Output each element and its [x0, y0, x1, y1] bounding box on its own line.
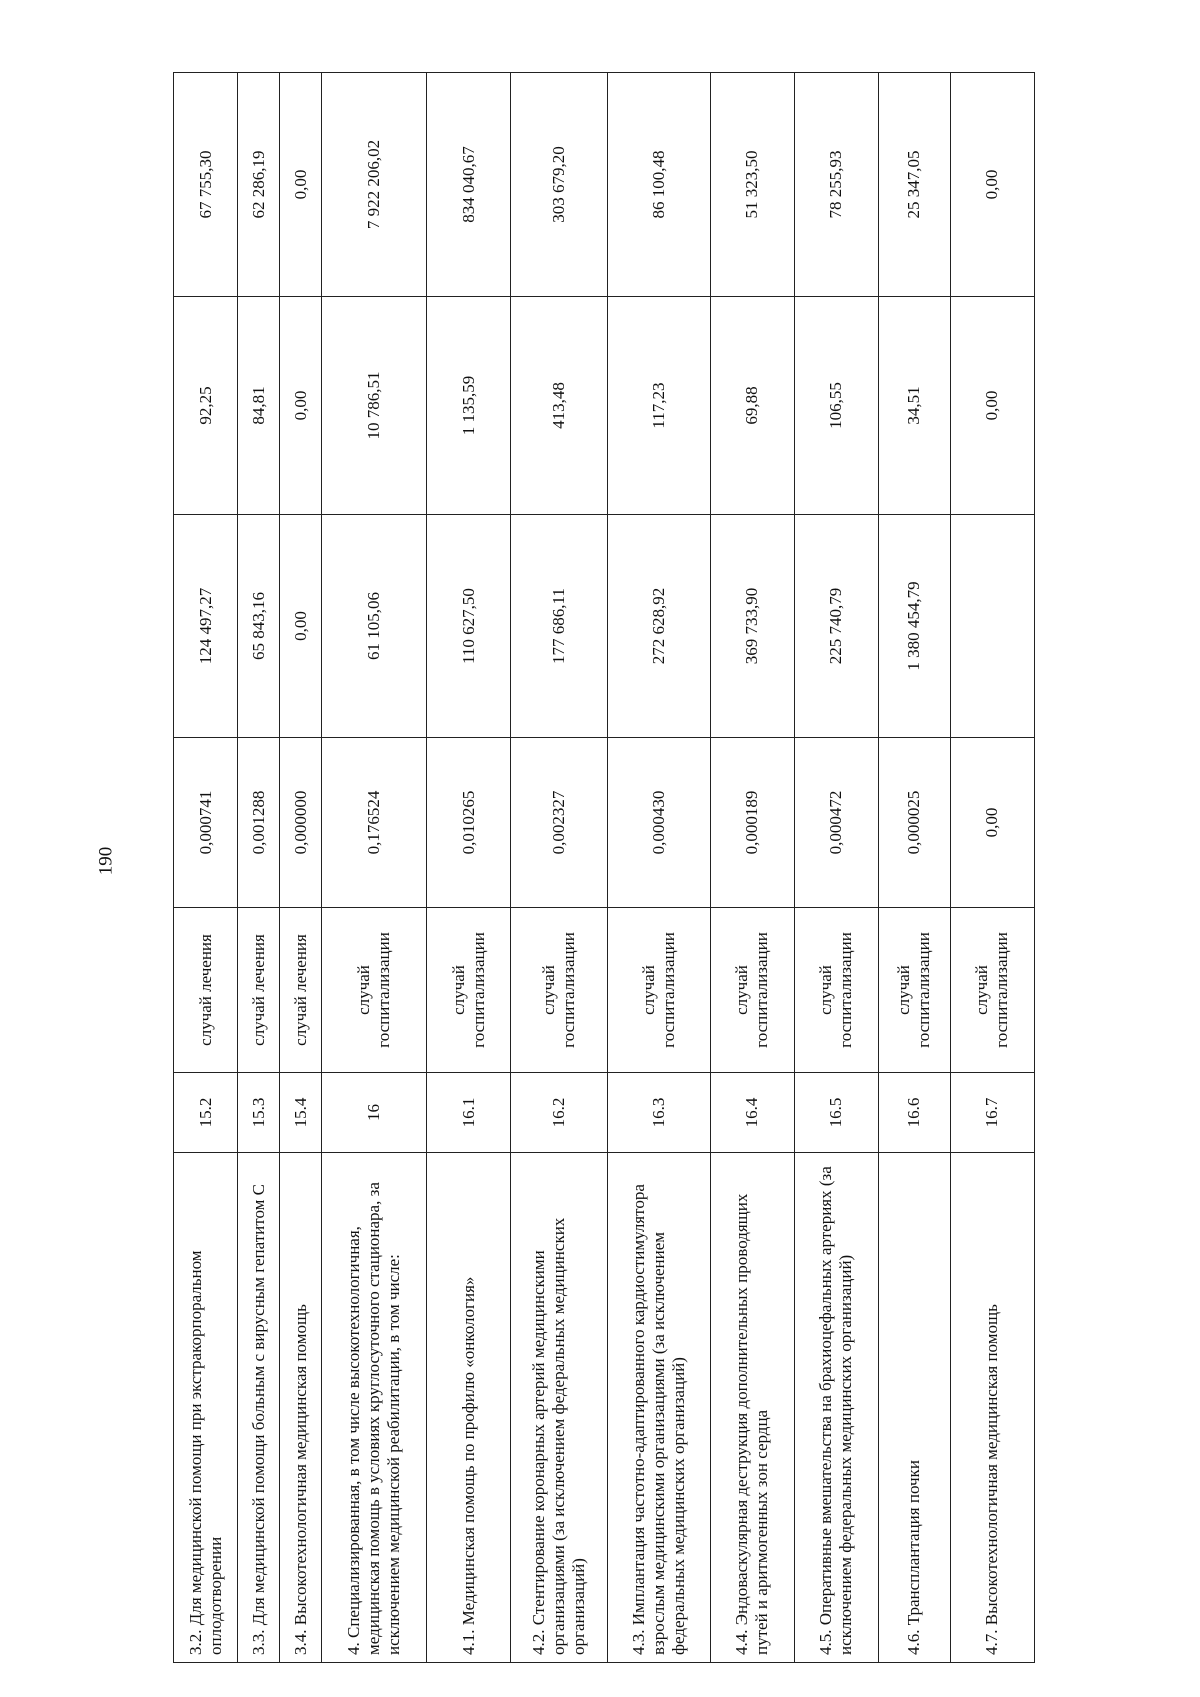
row-value-3-cell: 0,00	[950, 297, 1034, 515]
row-name-cell: 4.7. Высокотехнологичная медицинская помощь	[950, 1153, 1034, 1663]
row-value-1-cell: 0,000189	[710, 738, 794, 908]
row-code-cell: 15.4	[280, 1073, 322, 1153]
row-value-1-cell: 0,001288	[238, 738, 280, 908]
row-unit-cell: случай лечения	[174, 908, 238, 1073]
row-unit-cell: случай госпитализации	[322, 908, 427, 1073]
table-row	[607, 73, 710, 1663]
row-unit-cell: случай госпитализации	[794, 908, 878, 1073]
row-code-cell: 16.2	[511, 1073, 608, 1153]
row-name-cell: 4.1. Медицинская помощь по профилю «онкология»	[427, 1153, 511, 1663]
row-value-3-cell: 69,88	[710, 297, 794, 515]
data-table	[173, 72, 1035, 1663]
table-row	[950, 73, 1034, 1663]
row-value-1-cell: 0,000000	[280, 738, 322, 908]
row-value-1-cell: 0,000430	[607, 738, 710, 908]
row-name-cell: 3.2. Для медицинской помощи при экстракорпоральном оплодотворении	[174, 1153, 238, 1663]
row-unit-cell: случай госпитализации	[710, 908, 794, 1073]
table-row	[794, 73, 878, 1663]
row-name-cell: 3.4. Высокотехнологичная медицинская помощь	[280, 1153, 322, 1663]
table-row	[322, 73, 427, 1663]
row-value-1-cell: 0,010265	[427, 738, 511, 908]
row-value-2-cell: 65 843,16	[238, 515, 280, 738]
row-value-4-cell: 78 255,93	[794, 73, 878, 297]
row-value-4-cell: 51 323,50	[710, 73, 794, 297]
table-row	[710, 73, 794, 1663]
row-value-3-cell: 34,51	[878, 297, 950, 515]
row-unit-cell: случай госпитализации	[607, 908, 710, 1073]
row-value-3-cell: 413,48	[511, 297, 608, 515]
row-code-cell: 16.3	[607, 1073, 710, 1153]
row-value-2-cell: 369 733,90	[710, 515, 794, 738]
row-unit-cell: случай госпитализации	[950, 908, 1034, 1073]
row-name-cell: 4. Специализированная, в том числе высокотехнологичная, медицинская помощь в условиях круглосуточного стационара, за исключением медицинской реабилитации, в том числе:	[322, 1153, 427, 1663]
row-value-2-cell: 124 497,27	[174, 515, 238, 738]
row-unit-cell: случай лечения	[238, 908, 280, 1073]
table-row	[427, 73, 511, 1663]
row-code-cell: 16	[322, 1073, 427, 1153]
row-code-cell: 16.1	[427, 1073, 511, 1153]
row-code-cell: 15.2	[174, 1073, 238, 1153]
page-number: 190	[95, 846, 117, 876]
row-code-cell: 15.3	[238, 1073, 280, 1153]
row-value-2-cell: 0,00	[280, 515, 322, 738]
row-value-3-cell: 92,25	[174, 297, 238, 515]
row-value-3-cell: 84,81	[238, 297, 280, 515]
row-unit-cell: случай госпитализации	[427, 908, 511, 1073]
row-value-4-cell: 25 347,05	[878, 73, 950, 297]
row-value-4-cell: 67 755,30	[174, 73, 238, 297]
table-row	[238, 73, 280, 1663]
row-value-2-cell: 225 740,79	[794, 515, 878, 738]
row-value-4-cell: 834 040,67	[427, 73, 511, 297]
row-value-3-cell: 106,55	[794, 297, 878, 515]
row-value-1-cell: 0,002327	[511, 738, 608, 908]
table-row	[174, 73, 238, 1663]
row-value-2-cell: 61 105,06	[322, 515, 427, 738]
row-value-4-cell: 303 679,20	[511, 73, 608, 297]
row-value-3-cell: 1 135,59	[427, 297, 511, 515]
row-value-3-cell: 0,00	[280, 297, 322, 515]
row-value-3-cell: 117,23	[607, 297, 710, 515]
row-code-cell: 16.6	[878, 1073, 950, 1153]
row-value-1-cell: 0,176524	[322, 738, 427, 908]
row-value-4-cell: 86 100,48	[607, 73, 710, 297]
row-value-4-cell: 7 922 206,02	[322, 73, 427, 297]
row-unit-cell: случай лечения	[280, 908, 322, 1073]
row-value-2-cell: 272 628,92	[607, 515, 710, 738]
row-value-1-cell: 0,000741	[174, 738, 238, 908]
row-value-3-cell: 10 786,51	[322, 297, 427, 515]
row-value-2-cell	[950, 515, 1034, 738]
rotated-table-wrapper	[173, 73, 1035, 1663]
row-value-4-cell: 62 286,19	[238, 73, 280, 297]
row-value-2-cell: 1 380 454,79	[878, 515, 950, 738]
row-name-cell: 4.3. Имплантация частотно-адаптированного кардиостимулятора взрослым медицинскими организациями (за исключением федеральных медицинских организаций)	[607, 1153, 710, 1663]
row-name-cell: 4.6. Трансплантация почки	[878, 1153, 950, 1663]
row-name-cell: 4.5. Оперативные вмешательства на брахиоцефальных артериях (за исключением федеральных медицинских организаций)	[794, 1153, 878, 1663]
row-value-2-cell: 177 686,11	[511, 515, 608, 738]
table-row	[878, 73, 950, 1663]
row-code-cell: 16.4	[710, 1073, 794, 1153]
table-body	[174, 73, 1035, 1663]
row-unit-cell: случай госпитализации	[511, 908, 608, 1073]
row-name-cell: 4.2. Стентирование коронарных артерий медицинскими организациями (за исключением федеральных медицинских организаций)	[511, 1153, 608, 1663]
row-unit-cell: случай госпитализации	[878, 908, 950, 1073]
row-value-4-cell: 0,00	[280, 73, 322, 297]
row-value-2-cell: 110 627,50	[427, 515, 511, 738]
row-value-1-cell: 0,000472	[794, 738, 878, 908]
row-value-4-cell: 0,00	[950, 73, 1034, 297]
row-name-cell: 3.3. Для медицинской помощи больным с вирусным гепатитом С	[238, 1153, 280, 1663]
row-code-cell: 16.7	[950, 1073, 1034, 1153]
row-code-cell: 16.5	[794, 1073, 878, 1153]
table-row	[511, 73, 608, 1663]
row-value-1-cell: 0,000025	[878, 738, 950, 908]
row-name-cell: 4.4. Эндоваскулярная деструкция дополнительных проводящих путей и аритмогенных зон сердца	[710, 1153, 794, 1663]
table-row	[280, 73, 322, 1663]
row-value-1-cell: 0,00	[950, 738, 1034, 908]
